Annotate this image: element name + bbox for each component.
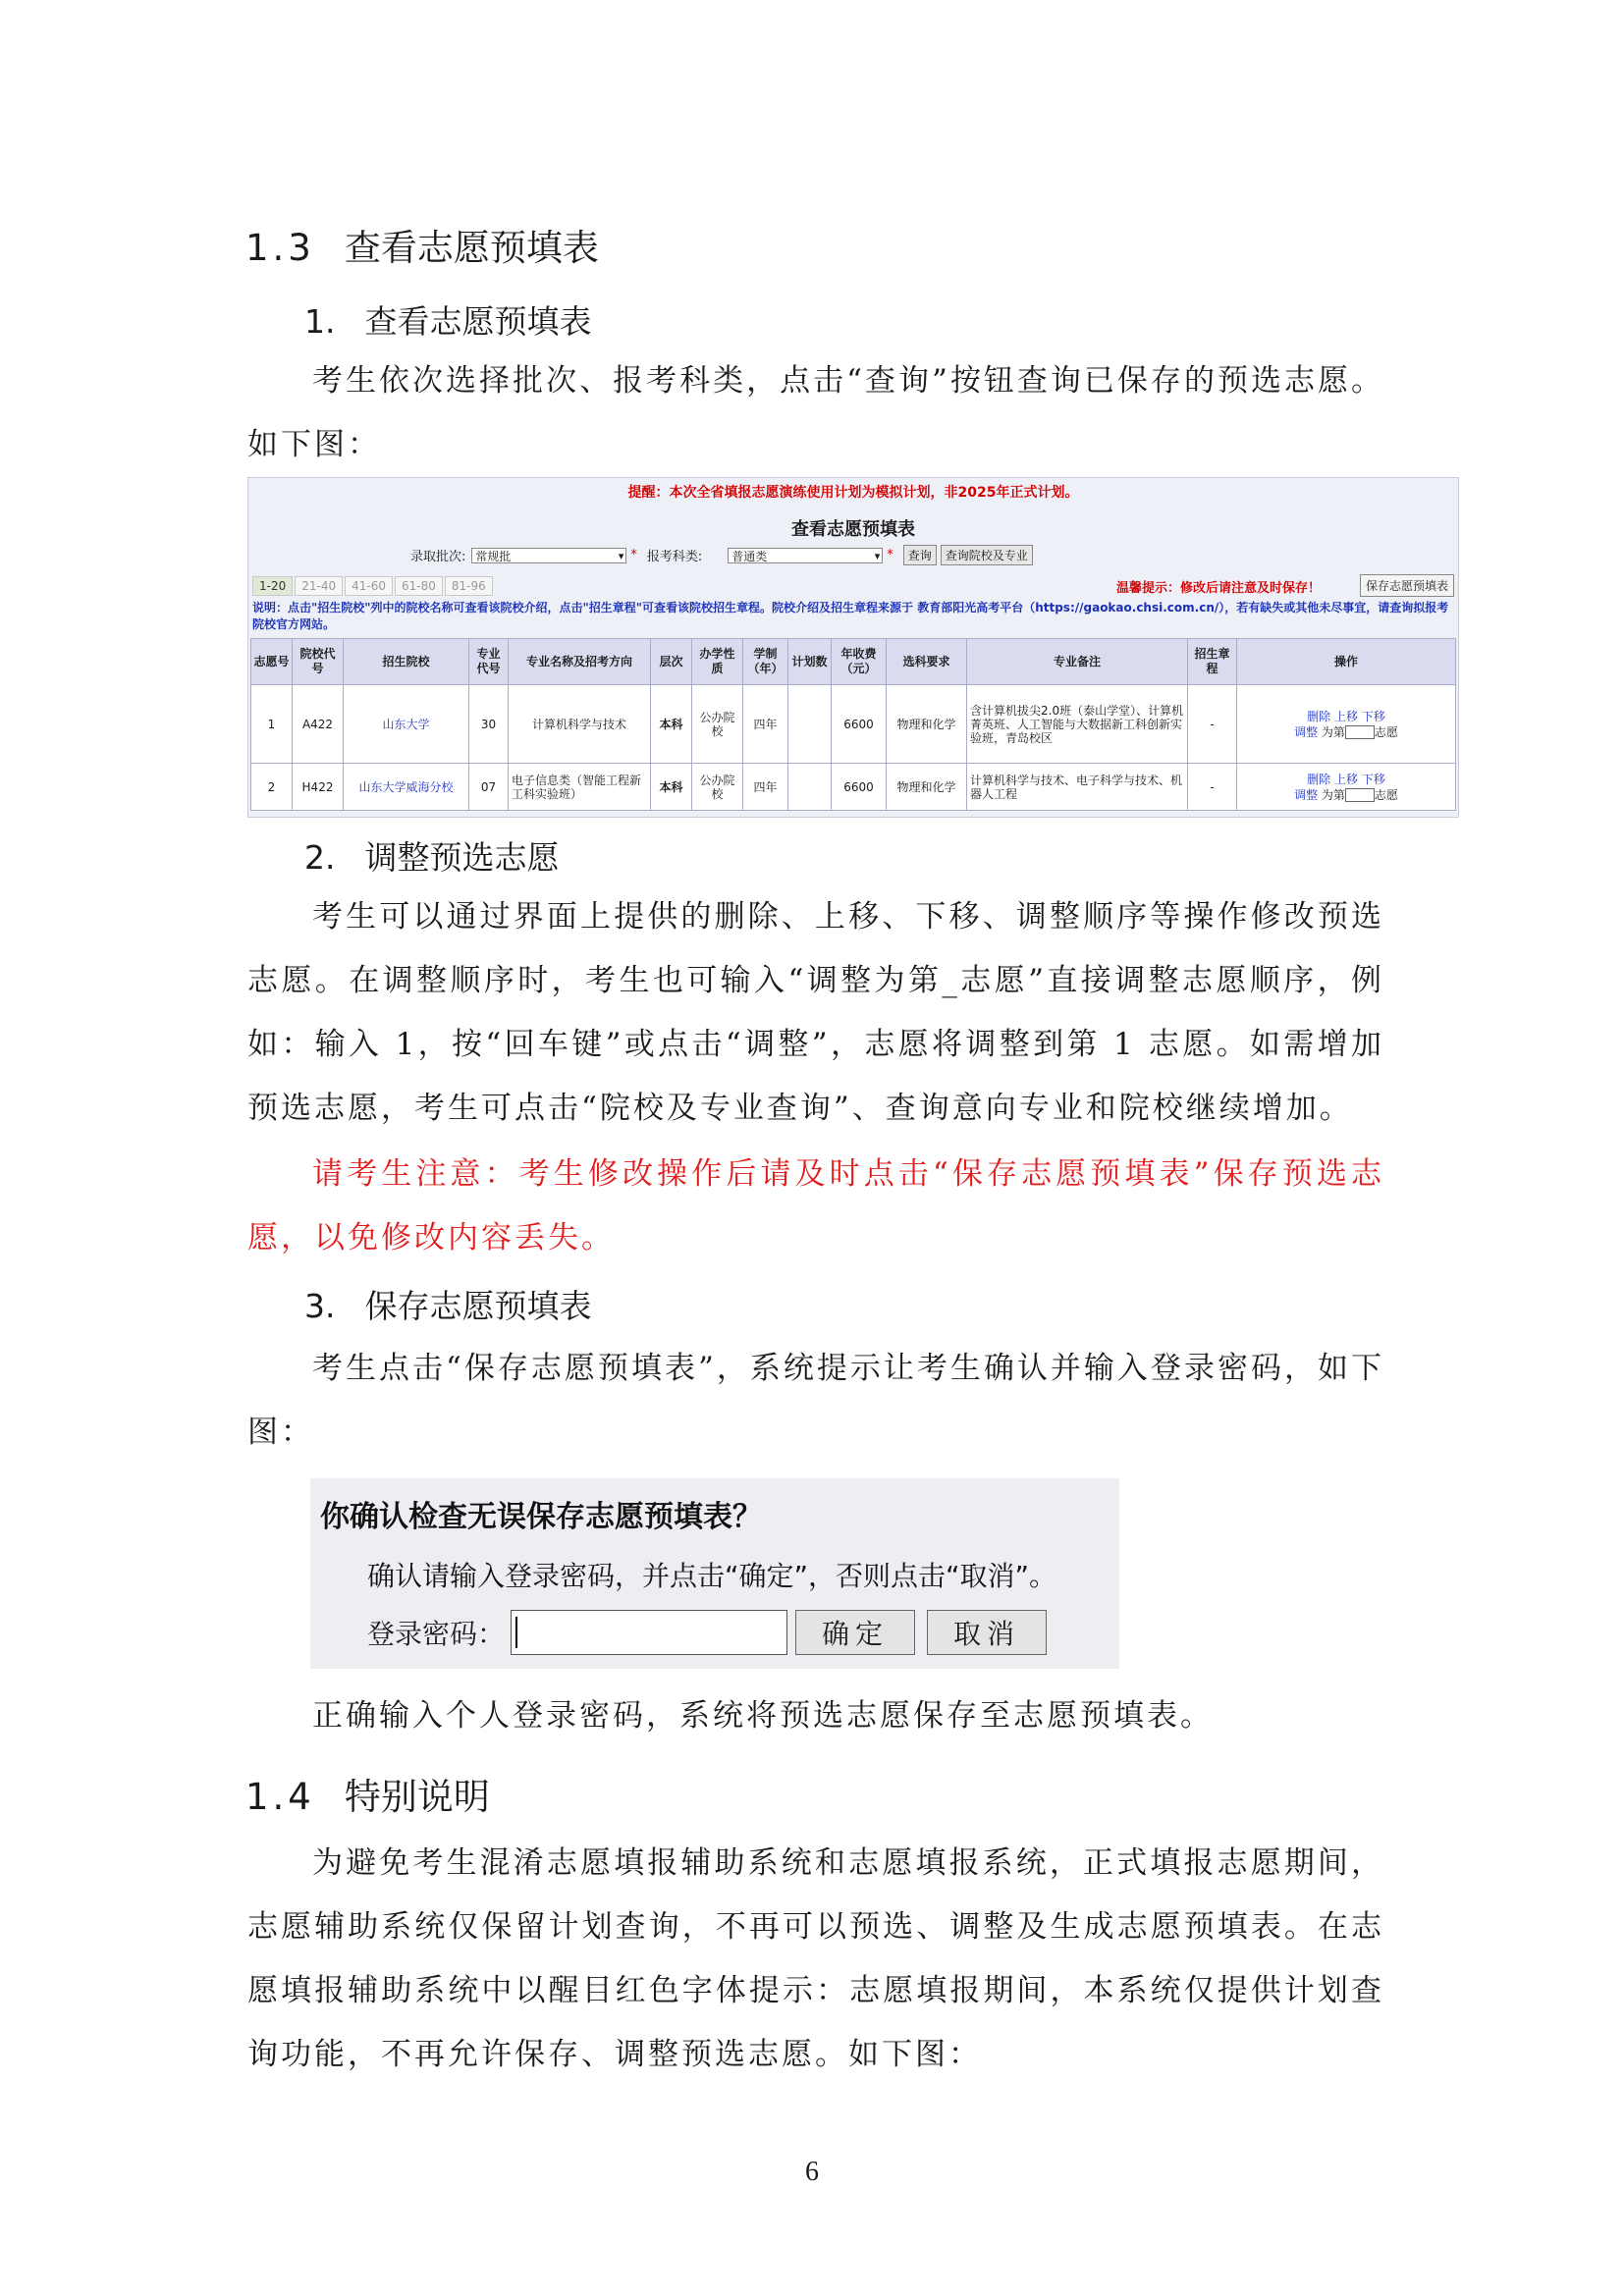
subheading-2 [304,832,560,879]
adjust-link[interactable]: 调整 [1294,787,1319,802]
cell-plan [788,685,832,764]
school-link[interactable]: 山东大学威海分校 [344,764,469,811]
col-header: 院校代号 [293,639,344,685]
col-header: 选科要求 [887,639,967,685]
tab-61-80[interactable]: 61-80 [395,576,443,596]
col-header: 专业备注 [967,639,1188,685]
subheading-number: 2. [304,838,336,877]
cell-req: 物理和化学 [887,685,967,764]
subject-label: 报考科类: [646,550,703,564]
col-header: 招生院校 [344,639,469,685]
password-input[interactable] [511,1610,787,1655]
move-up-link[interactable]: 上移 [1333,709,1358,723]
cell-years: 四年 [743,685,788,764]
table-header-row [251,639,1456,685]
password-row [367,1610,1047,1655]
query-school-button[interactable]: 查询院校及专业 [941,545,1033,565]
cell-nature: 公办院校 [692,764,743,811]
save-preview-button[interactable]: 保存志愿预填表 [1360,574,1454,597]
col-header: 计划数 [788,639,832,685]
adjust-to-label: 为第 [1321,787,1345,802]
school-link[interactable]: 山东大学 [344,685,469,764]
page-number: 6 [805,2157,819,2187]
cell-fee: 6600 [832,764,887,811]
adjust-suffix: 志愿 [1374,724,1398,739]
subheading-number: 3. [304,1287,336,1325]
col-header: 专业名称及招考方向 [509,639,651,685]
batch-select[interactable]: 常规批 ▾ [471,548,626,563]
password-label: 登录密码： [367,1618,506,1650]
subheading-1 [304,296,592,343]
move-down-link[interactable]: 下移 [1361,709,1385,723]
cell-no: 1 [251,685,293,764]
move-down-link[interactable]: 下移 [1361,772,1385,786]
col-header: 层次 [651,639,692,685]
subject-select[interactable]: 普通类 ▾ [728,548,883,563]
preview-table [250,638,1456,811]
paragraph-adjust: 考生可以通过界面上提供的删除、上移、下移、调整顺序等操作修改预选志愿。在调整顺序时，考生也可输入“调整为第_志愿”直接调整志愿顺序，例如：输入 1，按“回车键”或点击“调整”，志愿将调整到第 1 志愿。如需增加预选志愿，考生可点击“院校及专业查询”、查询意向专业和院校继续增加。 [247,899,1384,1126]
adjust-to-label: 为第 [1321,724,1345,739]
col-header: 志愿号 [251,639,293,685]
screenshot-confirm-dialog [310,1478,1119,1669]
section-title: 特别说明 [344,1776,490,1818]
tab-81-96[interactable]: 81-96 [445,576,493,596]
section-title: 查看志愿预填表 [344,227,599,269]
cancel-button[interactable]: 取消 [927,1610,1047,1655]
cell-code: H422 [293,764,344,811]
cell-code: A422 [293,685,344,764]
cell-charter: - [1188,685,1237,764]
adjust-suffix: 志愿 [1374,787,1398,802]
subheading-title: 调整预选志愿 [364,838,560,877]
section-heading-1-3 [245,218,599,271]
delete-link[interactable]: 删除 [1307,709,1331,723]
cell-fee: 6600 [832,685,887,764]
required-mark: * [630,548,637,562]
table-row [251,764,1456,811]
cell-major: 计算机科学与技术 [509,685,651,764]
preview-table-title: 查看志愿预填表 [791,519,915,540]
subheading-title: 查看志愿预填表 [364,302,592,341]
cell-plan [788,764,832,811]
cell-major: 电子信息类（智能工程新工科实验班） [509,764,651,811]
cell-no: 2 [251,764,293,811]
paragraph-query: 考生依次选择批次、报考科类，点击“查询”按钮查询已保存的预选志愿。如下图： [247,363,1384,462]
col-header: 年收费（元） [832,639,887,685]
cell-charter: - [1188,764,1237,811]
section-number: 1.4 [245,1776,315,1818]
paragraph-special: 为避免考生混淆志愿填报辅助系统和志愿填报系统，正式填报志愿期间，志愿辅助系统仅保留计划查询，不再可以预选、调整及生成志愿预填表。在志愿填报辅助系统中以醒目红色字体提示：志愿填报期间，本系统仅提供计划查询功能，不再允许保存、调整预选志愿。如下图： [247,1845,1384,2072]
move-up-link[interactable]: 上移 [1333,772,1358,786]
mock-plan-warning: 提醒：本次全省填报志愿演练使用计划为模拟计划，非2025年正式计划。 [627,485,1079,501]
col-header: 操作 [1237,639,1456,685]
cell-major-code: 07 [469,764,509,811]
subheading-3 [304,1281,592,1327]
paragraph-save: 考生点击“保存志愿预填表”，系统提示让考生确认并输入登录密码，如下图： [247,1351,1384,1450]
save-reminder: 温馨提示：修改后请注意及时保存！ [1115,581,1321,596]
screenshot-preview-table [247,477,1459,818]
batch-label: 录取批次: [410,550,466,564]
table-row [251,685,1456,764]
tab-41-60[interactable]: 41-60 [345,576,393,596]
cell-req: 物理和化学 [887,764,967,811]
adjust-link[interactable]: 调整 [1294,724,1319,739]
paragraph-warning: 请考生注意：考生修改操作后请及时点击“保存志愿预填表”保存预选志愿，以免修改内容丢失。 [247,1156,1384,1255]
tab-1-20[interactable]: 1-20 [252,576,293,596]
adjust-order-input[interactable] [1345,788,1375,802]
cell-ops [1237,685,1456,764]
confirm-question: 你确认检查无误保存志愿预填表？ [320,1500,762,1534]
paragraph-confirm: 正确输入个人登录密码，系统将预选志愿保存至志愿预填表。 [312,1698,1214,1734]
section-heading-1-4 [245,1767,490,1820]
cell-remark: 含计算机拔尖2.0班（泰山学堂）、计算机菁英班、人工智能与大数据新工科创新实验班，青岛校区 [967,685,1188,764]
col-header: 专业代号 [469,639,509,685]
cell-years: 四年 [743,764,788,811]
col-header: 办学性质 [692,639,743,685]
cell-level: 本科 [651,685,692,764]
query-form [410,545,1033,565]
query-button[interactable]: 查询 [903,545,937,565]
subheading-title: 保存志愿预填表 [364,1287,592,1325]
col-header: 招生章程 [1188,639,1237,685]
delete-link[interactable]: 删除 [1307,772,1331,786]
col-header: 学制（年） [743,639,788,685]
cell-major-code: 30 [469,685,509,764]
tab-21-40[interactable]: 21-40 [295,576,343,596]
subheading-number: 1. [304,302,336,341]
adjust-order-input[interactable] [1345,725,1375,739]
ok-button[interactable]: 确定 [795,1610,915,1655]
cell-ops [1237,764,1456,811]
page-tabs [252,576,495,596]
cell-remark: 计算机科学与技术、电子科学与技术、机器人工程 [967,764,1188,811]
section-number: 1.3 [245,227,315,269]
required-mark: * [887,548,893,562]
confirm-message: 确认请输入登录密码，并点击“确定”，否则点击“取消”。 [367,1560,1057,1592]
cell-level: 本科 [651,764,692,811]
cell-nature: 公办院校 [692,685,743,764]
source-note: 说明：点击"招生院校"列中的院校名称可查看该院校介绍，点击"招生章程"可查看该院校招生章程。院校介绍及招生章程来源于 教育部阳光高考平台（https://gaokao.chsi.com.cn/），若有缺失或其他未尽事宜，请查询拟报考院校官方网站。 [252,601,1449,631]
